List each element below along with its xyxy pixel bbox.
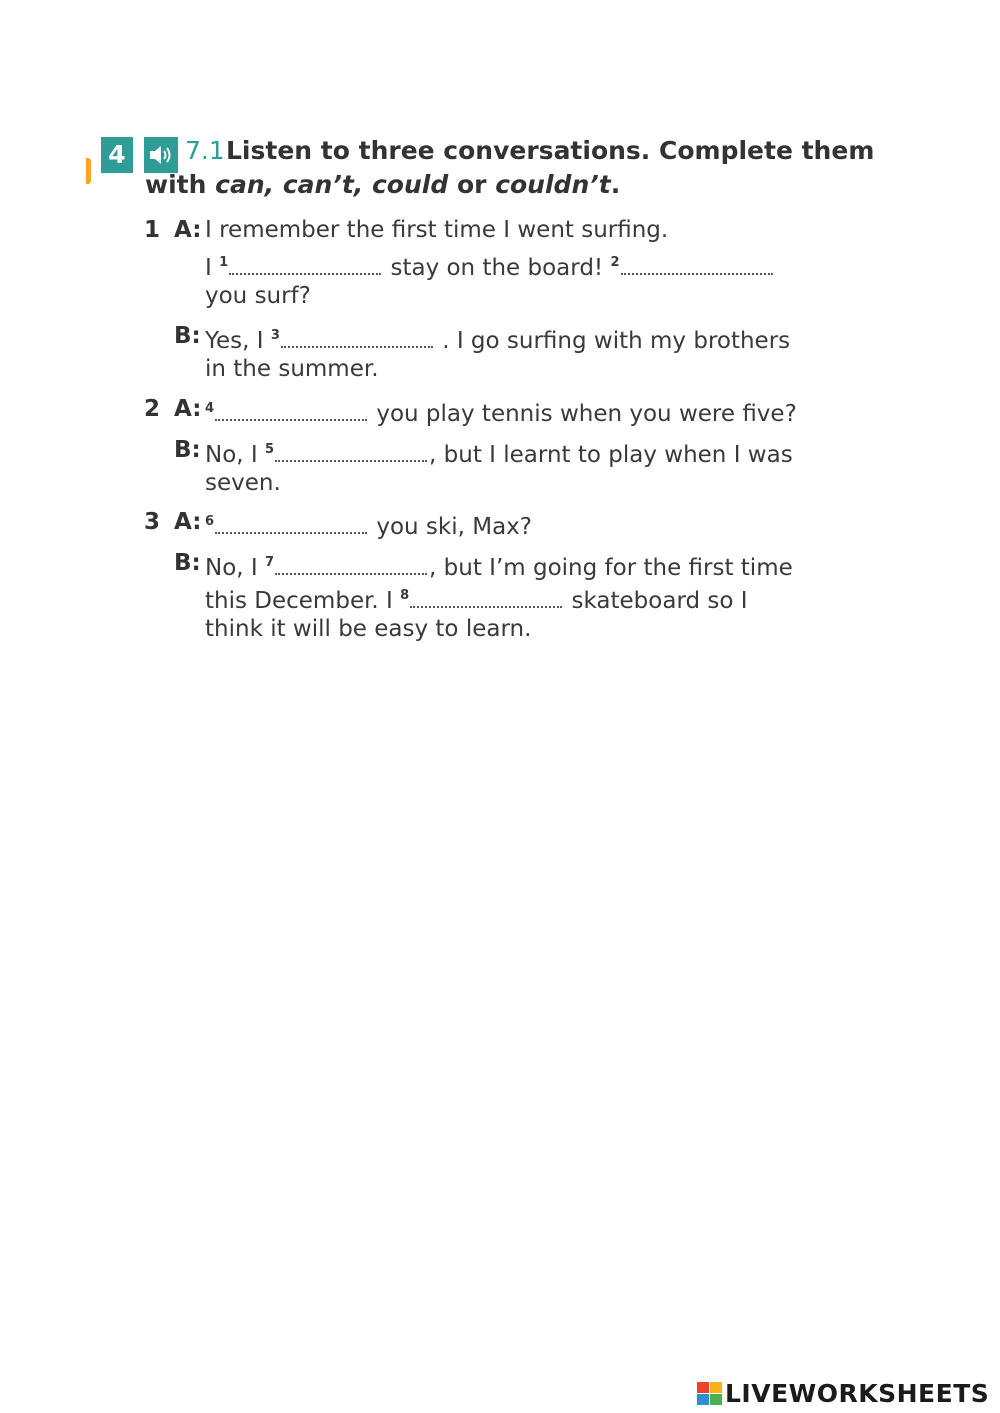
speaker-label: A:: [174, 509, 202, 535]
answer-gap-6[interactable]: [215, 514, 367, 534]
answer-gap-7[interactable]: [275, 555, 427, 575]
dialogue-line: this December. I $^8$ skateboard so I: [205, 588, 748, 614]
track-number: 7.1: [185, 136, 225, 165]
speaker-label: B:: [174, 323, 201, 349]
gap-number: 2: [610, 255, 620, 270]
logo-text: LIVEWORKSHEETS: [725, 1379, 990, 1408]
gap-number: 8: [400, 588, 410, 603]
answer-gap-3[interactable]: [281, 328, 433, 348]
gap-number: 1: [219, 255, 229, 270]
gap-number: 3: [270, 328, 280, 343]
page-edge-marker: [86, 158, 91, 184]
speaker-label: B:: [174, 437, 201, 463]
speaker-label: A:: [174, 396, 202, 422]
answer-gap-1[interactable]: [229, 255, 381, 275]
gap-number: 6: [205, 514, 215, 529]
gap-number: 4: [205, 401, 215, 416]
speaker-label: A:: [174, 217, 202, 243]
answer-gap-8[interactable]: [410, 588, 562, 608]
dialogue-line: No, I $^7$ , but I’m going for the first time: [205, 555, 793, 581]
dialogue-line: you surf?: [205, 283, 311, 309]
instruction-line-1: Listen to three conversations. Complete them: [226, 136, 875, 165]
conversation-number: 3: [144, 509, 161, 535]
dialogue-line: No, I $^5$ , but I learnt to play when I was: [205, 442, 793, 468]
exercise-number-badge: 4: [101, 137, 133, 173]
dialogue-line: think it will be easy to learn.: [205, 616, 532, 642]
answer-gap-5[interactable]: [275, 442, 427, 462]
logo-tiles-icon: [697, 1382, 723, 1406]
speaker-label: B:: [174, 550, 201, 576]
instruction-line-2: with can, can’t, could or couldn’t.: [145, 170, 621, 199]
conversation-number: 2: [144, 396, 161, 422]
dialogue-line: $^4$ you play tennis when you were five?: [205, 401, 797, 427]
dialogue-line: seven.: [205, 470, 281, 496]
dialogue-line: I remember the first time I went surfing.: [205, 217, 669, 243]
gap-number: 5: [265, 442, 275, 457]
answer-gap-4[interactable]: [215, 401, 367, 421]
answer-gap-2[interactable]: [621, 255, 773, 275]
audio-icon[interactable]: [144, 137, 178, 173]
dialogue-line: I $^1$ stay on the board! $^2$: [205, 248, 775, 283]
gap-number: 7: [265, 555, 275, 570]
conversation-number: 1: [144, 217, 161, 243]
dialogue-line: in the summer.: [205, 356, 379, 382]
dialogue-line: Yes, I $^3$ . I go surfing with my brothers: [205, 328, 791, 354]
dialogue-line: $^6$ you ski, Max?: [205, 514, 533, 540]
